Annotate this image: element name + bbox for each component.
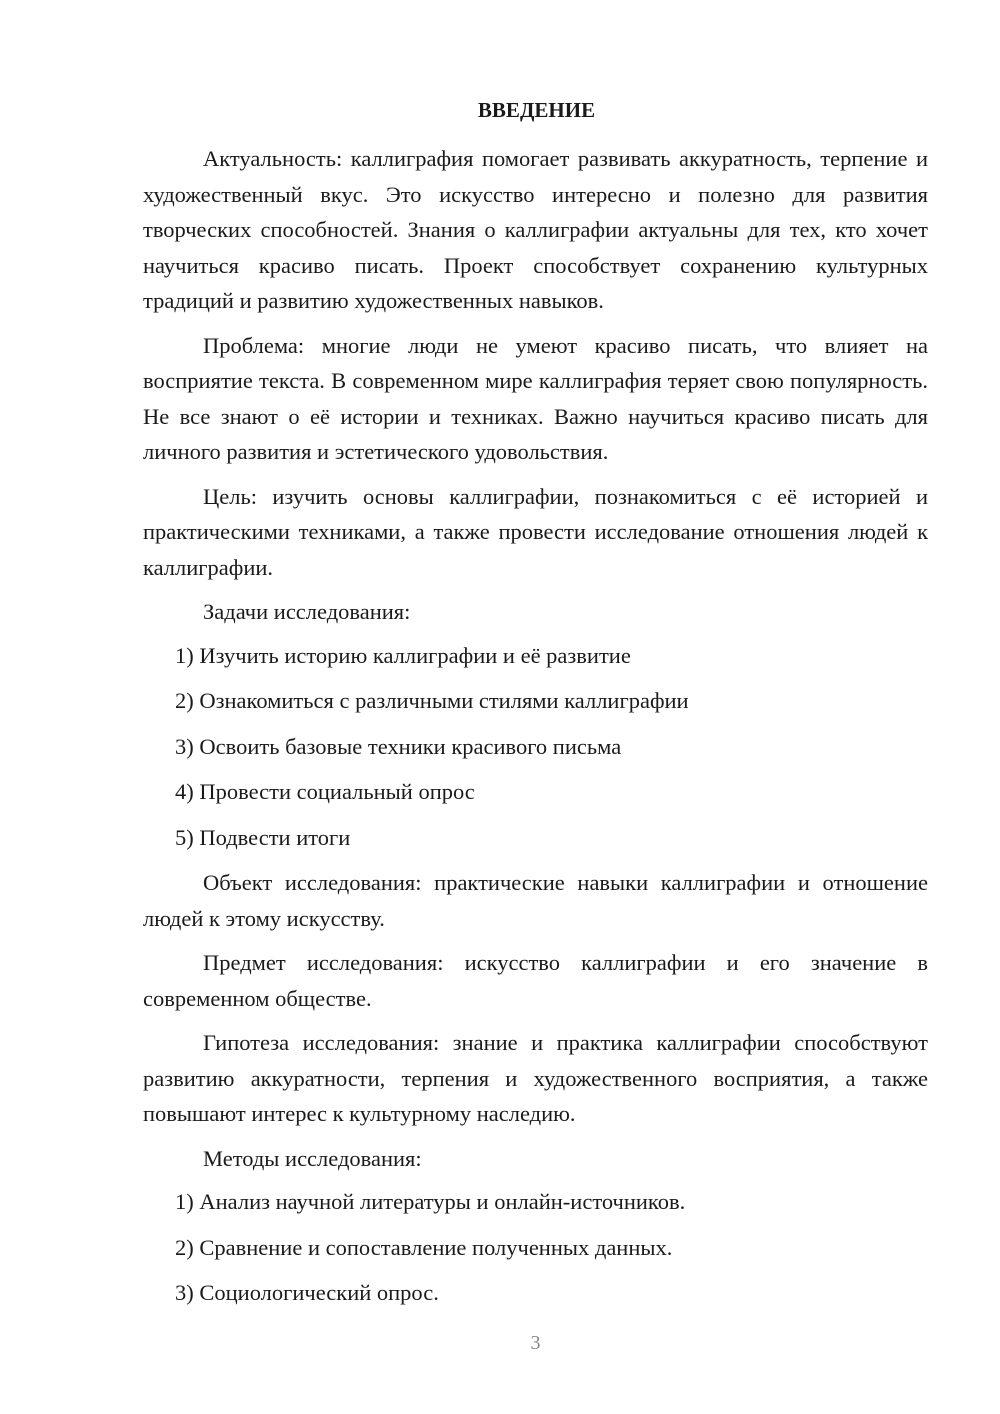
paragraph-relevance: Актуальность: каллиграфия помогает развивать аккуратность, терпение и художественный вкус. Это искусство интересно и полезно для развития творческих способностей. Знания о каллиграфии актуальны для тех, кто хочет научиться красиво писать. Проект способствует сохранению культурных традиций и развитию художественных навыков. xyxy=(143,146,928,313)
methods-heading: Методы исследования: xyxy=(203,1145,422,1171)
document-page xyxy=(143,95,928,1321)
paragraph-subject: Предмет исследования: искусство каллиграфии и его значение в современном обществе. xyxy=(143,950,928,1011)
paragraph-goal: Цель: изучить основы каллиграфии, познакомиться с её историей и практическими техниками, а также провести исследование отношения людей к каллиграфии. xyxy=(143,483,928,580)
paragraph-object: Объект исследования: практические навыки каллиграфии и отношение людей к этому искусству. xyxy=(143,870,928,931)
tasks-heading: Задачи исследования: xyxy=(203,599,411,624)
page-number: 3 xyxy=(530,1332,541,1354)
tasks-list xyxy=(143,638,928,856)
list-item: 3) Социологический опрос. xyxy=(175,1280,439,1305)
list-item: 2) Ознакомиться с различными стилями каллиграфии xyxy=(175,688,689,713)
list-item: 2) Сравнение и сопоставление полученных данных. xyxy=(175,1234,673,1260)
paragraph-problem: Проблема: многие люди не умеют красиво писать, что влияет на восприятие текста. В современном мире каллиграфия теряет свою популярность. Не все знают о её истории и техниках. Важно научиться красиво писать для личного развития и эстетического удовольствия. xyxy=(143,332,928,464)
list-item: 4) Провести социальный опрос xyxy=(175,779,475,804)
list-item: 1) Анализ научной литературы и онлайн-источников. xyxy=(175,1189,686,1214)
page-title: ВВЕДЕНИЕ xyxy=(477,98,596,122)
list-item: 3) Освоить базовые техники красивого письма xyxy=(175,733,622,759)
methods-list xyxy=(143,1184,928,1311)
paragraph-hypothesis: Гипотеза исследования: знание и практика каллиграфии способствуют развитию аккуратности, терпения и художественного восприятия, а также повышают интерес к культурному наследию. xyxy=(143,1030,928,1126)
list-item: 1) Изучить историю каллиграфии и её развитие xyxy=(175,642,631,668)
list-item: 5) Подвести итоги xyxy=(175,824,351,850)
